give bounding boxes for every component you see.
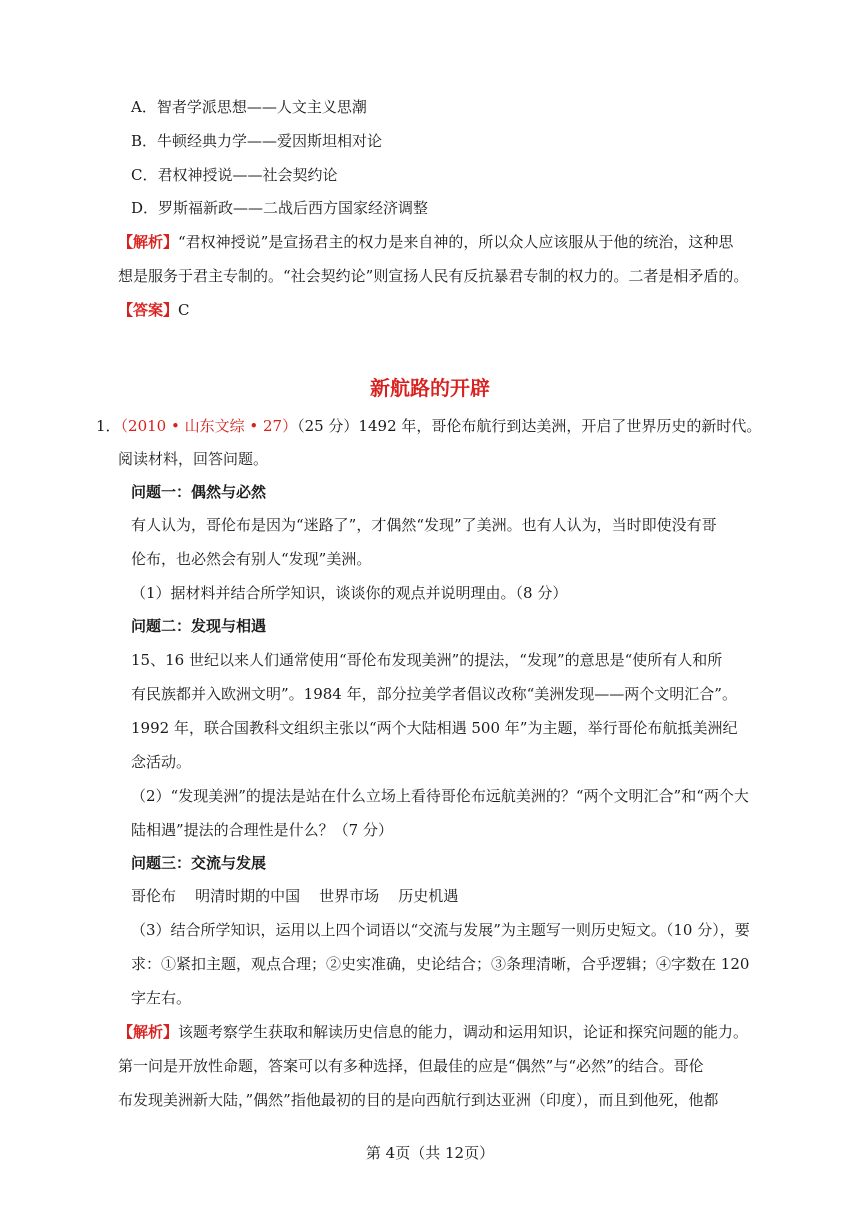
option-a: A．智者学派思想——人文主义思潮: [131, 98, 367, 116]
issue-3-question-3: 字左右。: [131, 989, 192, 1007]
issue-1-title: 问题一：偶然与必然: [131, 483, 267, 501]
analysis-line-1: [118, 232, 733, 252]
option-c: C．君权神授说——社会契约论: [131, 166, 338, 184]
option-d: D．罗斯福新政——二战后西方国家经济调整: [131, 199, 429, 217]
question-text: （25 分）1492 年，哥伦布航行到达美洲，开启了世界历史的新时代。: [297, 417, 762, 435]
issue-2-title: 问题二：发现与相遇: [131, 617, 267, 635]
issue-3-question-2: 求：①紧扣主题，观点合理；②史实准确，史论结合；③条理清晰，合乎逻辑；④字数在 120: [131, 955, 750, 973]
issue-2-text-1: 15、16 世纪以来人们通常使用“哥伦布发现美洲”的提法，“发现”的意思是“使所有人和所: [131, 651, 723, 669]
issue-1-text-2: 伦布，也必然会有别人“发现”美洲。: [131, 550, 372, 568]
analysis-tag: 【解析】: [118, 233, 179, 251]
issue-3-keywords: 哥伦布 明清时期的中国 世界市场 历史机遇: [131, 887, 459, 905]
analysis-2-tag: 【解析】: [118, 1023, 179, 1041]
issue-2-question-2: 陆相遇”提法的合理性是什么？（7 分）: [131, 821, 393, 839]
analysis-text: “君权神授说”是宣扬君主的权力是来自神的，所以众人应该服从于他的统治，这种思: [178, 233, 734, 251]
analysis-2-line-1: [118, 1022, 748, 1042]
issue-1-question: （1）据材料并结合所学知识，谈谈你的观点并说明理由。（8 分）: [131, 584, 568, 602]
question-number: 1．: [96, 417, 121, 435]
analysis-2-line-3: 布发现美洲新大陆，”偶然”指他最初的目的是向西航行到达亚洲（印度），而且到他死，他都: [118, 1091, 719, 1109]
analysis-line-2: 想是服务于君主专制的。“社会契约论”则宣扬人民有反抗暴君专制的权力的。二者是相矛盾的。: [118, 267, 749, 285]
section-title: 新航路的开辟: [370, 376, 490, 400]
analysis-2-text: 该题考察学生获取和解读历史信息的能力，调动和运用知识，论证和探究问题的能力。: [178, 1023, 749, 1041]
issue-2-text-2: 有民族都并入欧洲文明”。1984 年，部分拉美学者倡议改称“美洲发现——两个文明汇合”。: [131, 685, 737, 703]
question-source: （2010 • 山东文综 • 27）: [120, 417, 298, 435]
answer-tag: 【答案】: [118, 301, 179, 319]
option-b: B．牛顿经典力学——爱因斯坦相对论: [131, 132, 383, 150]
page-footer: 第 4页（共 12页）: [365, 1144, 495, 1162]
answer-line: [118, 300, 190, 320]
issue-3-title: 问题三：交流与发展: [131, 854, 267, 872]
issue-2-text-4: 念活动。: [131, 753, 192, 771]
question-1-header: [96, 416, 761, 436]
answer-value: C: [178, 301, 190, 319]
issue-2-text-3: 1992 年，联合国教科文组织主张以“两个大陆相遇 500 年”为主题，举行哥伦布航抵美洲纪: [131, 719, 738, 737]
issue-3-question-1: （3）结合所学知识，运用以上四个词语以“交流与发展”为主题写一则历史短文。（10 分），要: [131, 921, 750, 939]
analysis-2-line-2: 第一问是开放性命题，答案可以有多种选择，但最佳的应是“偶然”与“必然”的结合。哥伦: [118, 1057, 704, 1075]
question-1-line-2: 阅读材料，回答问题。: [118, 450, 269, 468]
issue-2-question-1: （2）“发现美洲”的提法是站在什么立场上看待哥伦布远航美洲的？“两个文明汇合”和“两个大: [131, 787, 749, 805]
issue-1-text-1: 有人认为，哥伦布是因为“迷路了”，才偶然“发现”了美洲。也有人认为，当时即使没有哥: [131, 516, 717, 534]
